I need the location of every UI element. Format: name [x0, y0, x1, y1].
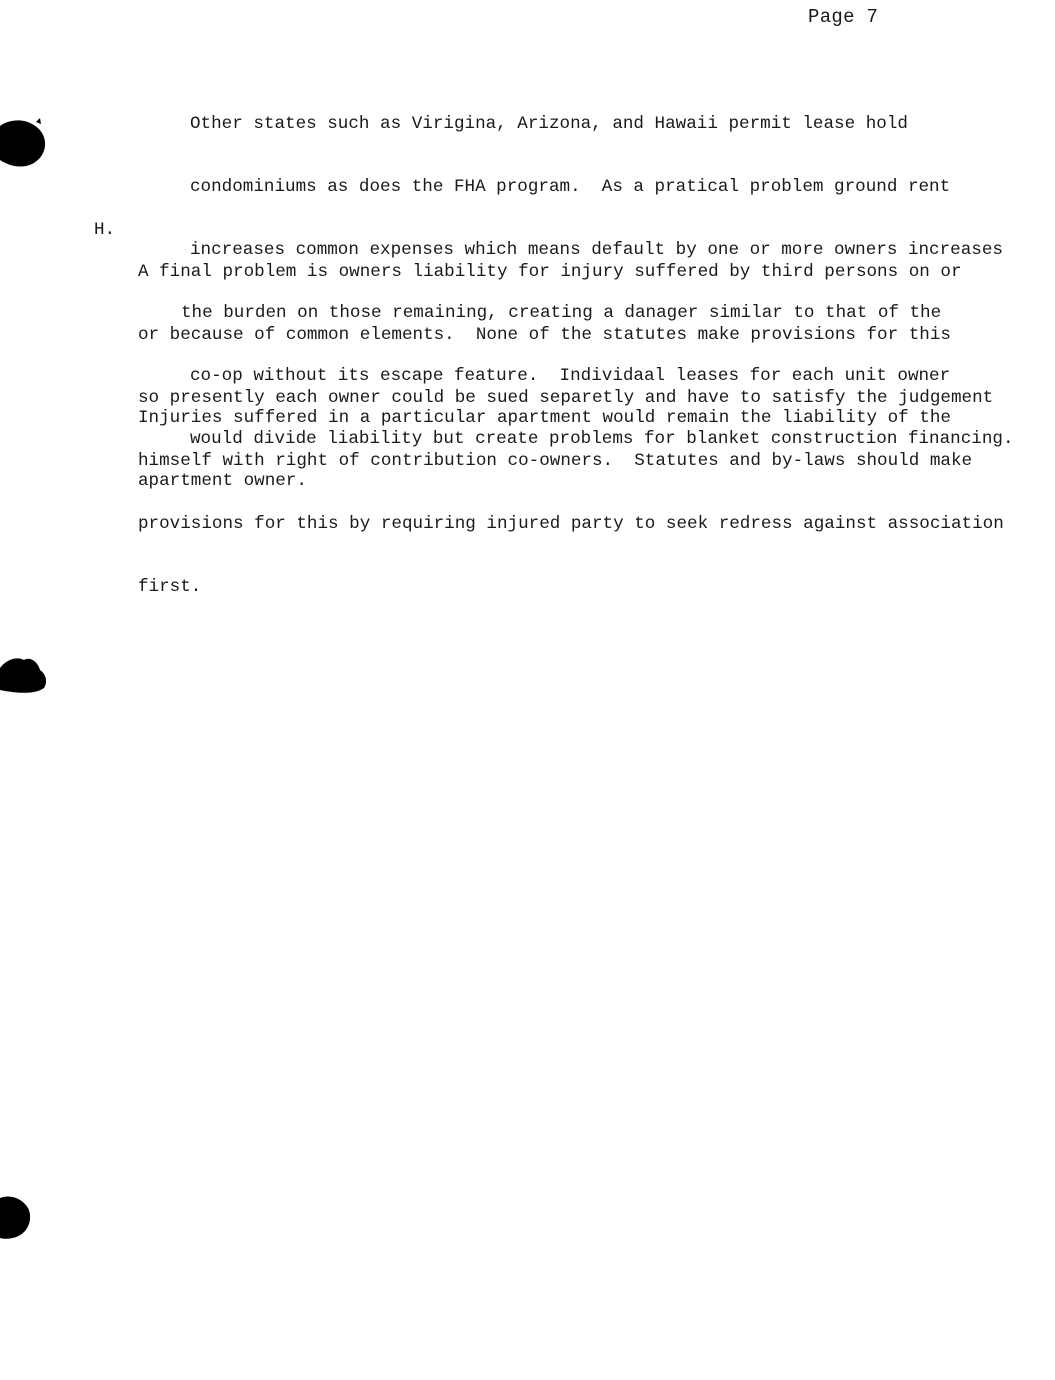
paragraph-line: or because of common elements. None of the statutes make provisions for this: [138, 325, 951, 345]
punch-hole-mark: [0, 118, 48, 170]
paragraph-line: A final problem is owners liability for injury suffered by third persons on or: [138, 262, 962, 282]
paragraph-line: first.: [138, 577, 202, 597]
paragraph-line: so presently each owner could be sued separetly and have to satisfy the judgement: [138, 388, 994, 408]
paragraph-line: would divide liability but create problems for blanket construction financing.: [190, 429, 1014, 449]
paragraph-line: himself with right of contribution co-owners. Statutes and by-laws should make: [138, 451, 973, 471]
paragraph-line: Other states such as Virigina, Arizona, and Hawaii permit lease hold: [190, 114, 908, 134]
punch-hole-mark: [0, 654, 48, 706]
paragraph-h-continued: [138, 366, 951, 534]
paragraph-line: provisions for this by requiring injured party to seek redress against association: [138, 514, 1004, 534]
punch-hole-mark: [0, 1192, 48, 1244]
page-number: Page 7: [808, 6, 879, 28]
section-marker-h: H.: [94, 220, 116, 240]
paragraph-line: the burden on those remaining, creating a danager similar to that of the: [181, 303, 942, 323]
paragraph-line: Injuries suffered in a particular apartment would remain the liability of the: [138, 408, 951, 428]
paragraph-line: apartment owner.: [138, 471, 307, 491]
paragraph-line: condominiums as does the FHA program. As a pratical problem ground rent: [190, 177, 951, 197]
paragraph-line: increases common expenses which means default by one or more owners increases: [190, 240, 1003, 260]
paragraph-line: co-op without its escape feature. Individaal leases for each unit owner: [190, 366, 951, 386]
